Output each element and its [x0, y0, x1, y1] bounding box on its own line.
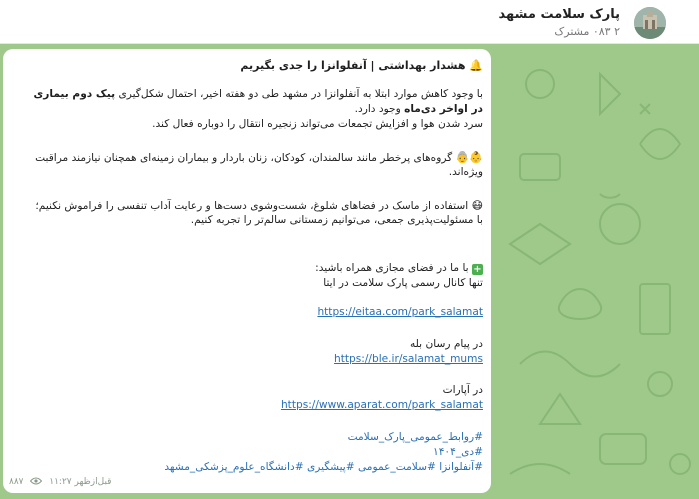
eitaa-link[interactable]: https://eitaa.com/park_salamat [317, 306, 483, 318]
bale-label: در پیام رسان بله [409, 338, 483, 350]
view-count: ۸۸۷ [9, 477, 24, 487]
message-title: 🔔 هشدار بهداشتی | آنفلوانزا را جدی بگیریم [240, 59, 483, 72]
aparat-label: در آپارات [442, 384, 483, 396]
aparat-link[interactable]: https://www.aparat.com/park_salamat [280, 399, 483, 411]
channel-avatar[interactable] [634, 7, 666, 39]
paragraph-2-line-1: 👶👵 گروه‌های پرخطر مانند سالمندان، کودکان، زنان باردار و بیماران زمینه‌ای همچنان نیازمند مراقبت [35, 151, 483, 164]
eitaa-link-row [11, 305, 483, 320]
hashtag-topics[interactable]: #آنفلوانزا #سلامت_عمومی #پیشگیری #دانشگاه_علوم_پزشکی_مشهد [164, 461, 483, 473]
hashtag-row-2 [11, 445, 483, 460]
paragraph-3-line-1: 😷 استفاده از ماسک در فضاهای شلوغ، شست‌وشوی دست‌ها و رعایت آداب تنفسی را فراموش نکنیم؛ [35, 199, 483, 212]
aparat-link-row [11, 398, 483, 413]
eye-icon [30, 477, 45, 487]
paragraph-1-line-2: در اواخر دی‌ماه وجود دارد. [354, 103, 483, 115]
cta-line-1: + با ما در فضای مجازی همراه باشید: [315, 262, 482, 275]
plus-icon: + [473, 264, 482, 275]
hashtag-public-relations[interactable]: #روابط_عمومی_پارک_سلامت [347, 431, 483, 443]
subscriber-count: ۲ ۰۸۳ مشترک [554, 25, 620, 38]
hashtag-date[interactable]: #دی_۱۴۰۴ [433, 446, 483, 458]
cta-line-2: تنها کانال رسمی پارک سلامت در ایتا [323, 277, 483, 289]
bell-icon: 🔔 [469, 59, 483, 72]
channel-name[interactable]: پارک سلامت مشهد [498, 7, 620, 22]
mask-face-icon: 😷 [471, 199, 483, 212]
bale-link[interactable]: https://ble.ir/salamat_mums [334, 353, 483, 365]
message-bubble[interactable] [3, 49, 491, 493]
hashtag-row-3 [11, 460, 483, 475]
channel-header [0, 0, 699, 44]
family-icon: 👶👵 [455, 151, 483, 164]
paragraph-3-line-2: با مسئولیت‌پذیری جمعی، می‌توانیم زمستانی سالم‌تر را تجربه کنیم. [190, 214, 483, 226]
message-footer [9, 477, 115, 487]
paragraph-1-line-1: با وجود کاهش موارد ابتلا به آنفلوانزا در مشهد طی دو هفته اخیر، احتمال شکل‌گیری پیک دوم بیماری [33, 88, 483, 100]
message-time: ۱۱:۲۷ قبل‌ازظهر [49, 477, 112, 487]
chat-area[interactable] [0, 44, 699, 499]
bale-link-row [11, 352, 483, 367]
paragraph-1-line-3: سرد شدن هوا و افزایش تجمعات می‌تواند زنجیره انتقال را دوباره فعال کند. [152, 118, 483, 130]
paragraph-2-line-2: ویژه‌اند. [448, 166, 483, 178]
hashtag-row-1 [11, 430, 483, 445]
